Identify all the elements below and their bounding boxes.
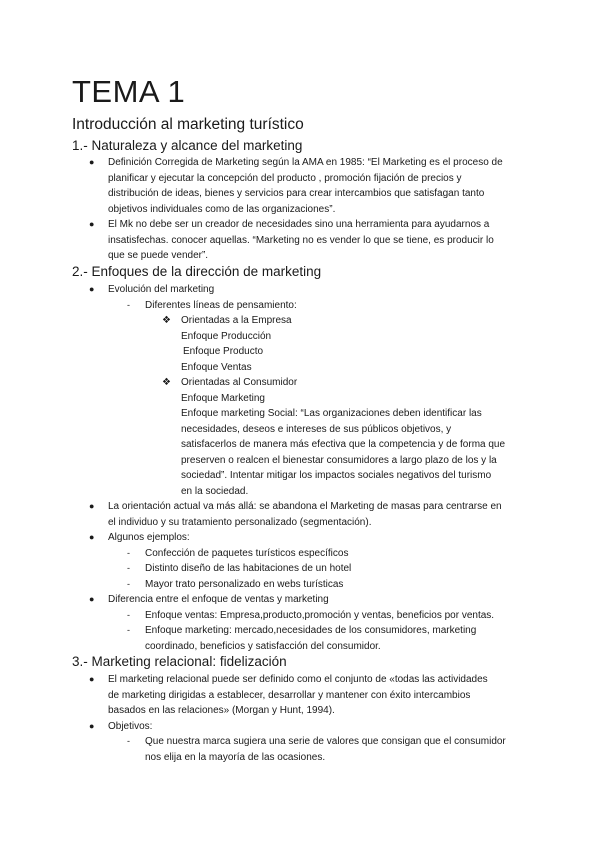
list-item-text: Que nuestra marca sugiera una serie de valores que consigan que el consumidor — [145, 736, 506, 747]
list-item-text: Enfoque marketing Social: “Las organizaciones deben identificar las — [181, 408, 482, 419]
list-item-text: Algunos ejemplos: — [108, 532, 190, 543]
diamond-marker-icon: ❖ — [162, 377, 171, 388]
list-item-text: Orientadas al Consumidor — [181, 377, 298, 388]
list-item-text: preserven o realcen el bienestar consumidores a largo plazo de los y la — [181, 454, 497, 466]
page-title: TEMA 1 — [72, 74, 186, 109]
bullet-marker: ● — [89, 219, 95, 229]
list-item-text: basados en las relaciones» (Morgan y Hunt, 1994). — [108, 705, 335, 716]
list-item-text: Enfoque Producción — [181, 330, 272, 342]
bullet-marker: ● — [89, 674, 95, 684]
list-item-text: Evolución del marketing — [108, 284, 215, 295]
list-item-text: Enfoque Ventas — [181, 361, 252, 373]
list-item-text: Mayor trato personalizado en webs turísticas — [145, 578, 344, 590]
diamond-marker-icon: ❖ — [162, 315, 171, 326]
bullet-marker: ● — [89, 284, 95, 294]
list-item-text: Objetivos: — [108, 720, 153, 732]
list-item-text: El marketing relacional puede ser definido como el conjunto de «todas las actividades — [108, 674, 488, 685]
bullet-marker: ● — [89, 501, 95, 511]
dash-marker: - — [127, 299, 130, 310]
list-item-text: planificar y ejecutar la concepción del producto , promoción fijación de precios y — [108, 172, 462, 184]
list-item-text: Diferencia entre el enfoque de ventas y marketing — [108, 594, 329, 605]
list-item-text: Distinto diseño de las habitaciones de un hotel — [145, 563, 352, 574]
list-item-text: objetivos individuales como de las organizaciones”. — [108, 203, 336, 215]
list-item-text: Enfoque Marketing — [181, 392, 265, 404]
bullet-marker: ● — [89, 594, 95, 604]
page-subtitle: Introducción al marketing turístico — [72, 116, 304, 133]
bullet-marker: ● — [89, 720, 95, 731]
list-item-text: Confección de paquetes turísticos específicos — [145, 547, 349, 559]
list-item-text: el individuo y su tratamiento personalizado (segmentación). — [108, 516, 372, 528]
list-item-text: Enfoque marketing: mercado,necesidades de los consumidores, marketing — [145, 625, 477, 636]
list-item-text: satisfacerlos de manera más efectiva que la competencia y de forma que — [181, 439, 506, 450]
list-item-text: sociedad”. Intentar mitigar los impactos sociales negativos del turismo — [181, 470, 492, 481]
section-1-heading: 1.- Naturaleza y alcance del marketing — [72, 138, 303, 153]
dash-marker: - — [127, 625, 130, 635]
list-item-text: nos elija en la mayoría de las ocasiones. — [145, 751, 326, 763]
section-3-heading: 3.- Marketing relacional: fidelización — [72, 654, 287, 669]
dash-marker: - — [127, 578, 130, 589]
list-item-text: coordinado, beneficios y satisfacción del consumidor. — [145, 640, 381, 652]
list-item-text: de marketing dirigidas a establecer, desarrollar y mantener con éxito intercambios — [108, 689, 471, 701]
dash-marker: - — [127, 736, 130, 746]
list-item-text: necesidades, deseos e intereses de sus públicos objetivos, y — [181, 423, 452, 435]
list-item-text: insatisfechas. conocer aquellas. “Marketing no es vender lo que se tiene, es producir lo — [108, 234, 494, 246]
list-item-text: Definición Corregida de Marketing según la AMA en 1985: “El Marketing es el proceso de — [108, 157, 503, 168]
dash-marker: - — [127, 563, 130, 573]
list-item-text: en la sociedad. — [181, 485, 249, 497]
list-item-text: Enfoque ventas: Empresa,producto,promoción y ventas, beneficios por ventas. — [145, 609, 495, 621]
list-item-text: Orientadas a la Empresa — [181, 315, 292, 326]
bullet-marker: ● — [89, 157, 95, 167]
list-item-text: Diferentes líneas de pensamiento: — [145, 299, 297, 311]
list-item-text: distribución de ideas, bienes y servicios para crear intercambios que satisfagan tanto — [108, 188, 485, 199]
list-item-text: El Mk no debe ser un creador de necesidades sino una herramienta para ayudarnos a — [108, 219, 490, 230]
dash-marker: - — [127, 547, 130, 558]
list-item-text: La orientación actual va más allá: se abandona el Marketing de masas para centrarse en — [108, 501, 502, 512]
section-2-heading: 2.- Enfoques de la dirección de marketing — [72, 264, 322, 279]
bullet-marker: ● — [89, 532, 95, 542]
dash-marker: - — [127, 609, 130, 620]
list-item-text: que se puede vender”. — [108, 250, 209, 261]
list-item-text: Enfoque Producto — [183, 346, 264, 357]
